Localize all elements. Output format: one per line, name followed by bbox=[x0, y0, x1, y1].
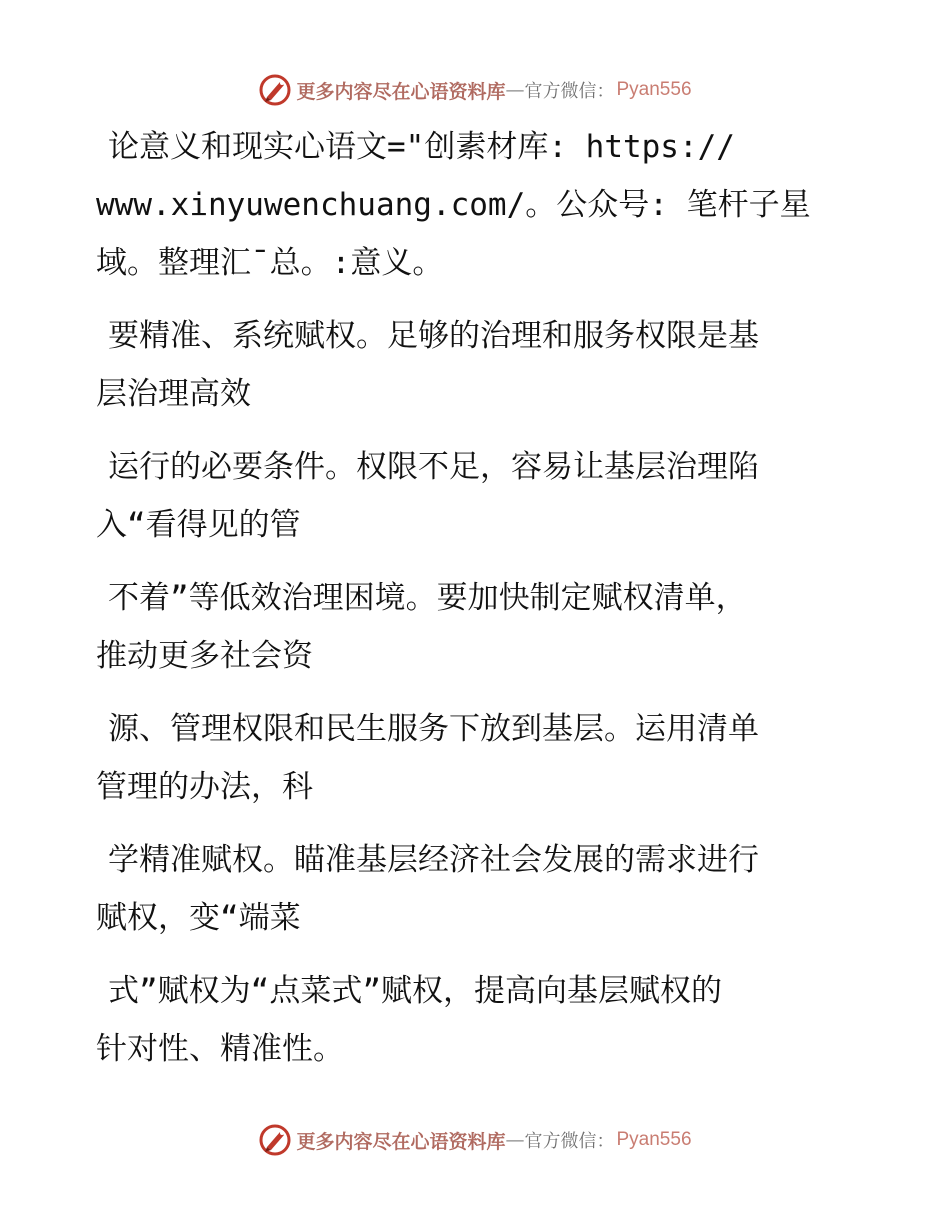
paragraph-line: 学精准赋权。瞄准基层经济社会发展的需求进行 bbox=[108, 842, 759, 878]
paragraph-6 bbox=[96, 831, 836, 947]
paragraph-line: 入“看得见的管 bbox=[96, 507, 301, 543]
paragraph-line: 论意义和现实心语文="创素材库: https:// bbox=[108, 129, 735, 165]
paragraph-line: 运行的必要条件。权限不足，容易让基层治理陷 bbox=[108, 449, 759, 485]
paragraph-4 bbox=[96, 569, 836, 685]
banner-separator: — bbox=[505, 1129, 525, 1151]
paragraph-line: 赋权，变“端菜 bbox=[96, 900, 301, 936]
pen-logo-icon bbox=[258, 1123, 292, 1157]
paragraph-7 bbox=[96, 962, 836, 1078]
banner-separator: — bbox=[505, 79, 525, 101]
paragraph-line: 推动更多社会资 bbox=[96, 638, 313, 674]
paragraph-line: 不着”等低效治理困境。要加快制定赋权清单， bbox=[108, 580, 747, 616]
paragraph-2 bbox=[96, 307, 836, 423]
banner-wechat-label: 官方微信： bbox=[524, 1131, 615, 1152]
banner-wechat-id: Pyan556 bbox=[616, 1129, 692, 1150]
banner-wechat-id: Pyan556 bbox=[616, 79, 692, 100]
paragraph-1 bbox=[96, 118, 836, 292]
paragraph-line: 管理的办法，科 bbox=[96, 769, 313, 805]
banner-title: 更多内容尽在心语资料库 bbox=[296, 1130, 506, 1153]
banner-wechat-label: 官方微信： bbox=[524, 81, 615, 102]
paragraph-line: 式”赋权为“点菜式”赋权，提高向基层赋权的 bbox=[108, 973, 722, 1009]
paragraph-line: 域。整理汇¯总。:意义。 bbox=[96, 245, 444, 281]
paragraph-line: 要精准、系统赋权。足够的治理和服务权限是基 bbox=[108, 318, 759, 354]
footer-banner bbox=[0, 1120, 950, 1160]
header-banner bbox=[0, 70, 950, 110]
document-body bbox=[96, 118, 836, 1093]
banner-title: 更多内容尽在心语资料库 bbox=[296, 80, 506, 103]
pen-logo-icon bbox=[258, 73, 292, 107]
paragraph-line: 源、管理权限和民生服务下放到基层。运用清单 bbox=[108, 711, 759, 747]
paragraph-line: www.xinyuwenchuang.com/。公众号: 笔杆子星 bbox=[96, 187, 811, 223]
paragraph-5 bbox=[96, 700, 836, 816]
paragraph-line: 层治理高效 bbox=[96, 376, 251, 412]
paragraph-3 bbox=[96, 438, 836, 554]
paragraph-line: 针对性、精准性。 bbox=[96, 1031, 344, 1067]
